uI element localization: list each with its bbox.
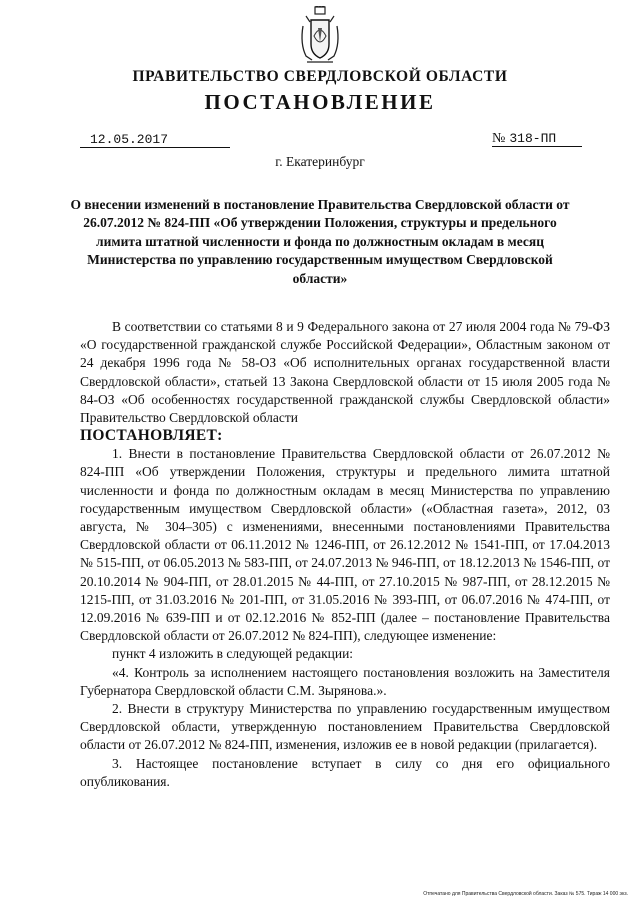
number-label: №	[492, 131, 506, 146]
resolve-heading: ПОСТАНОВЛЯЕТ:	[80, 427, 223, 445]
government-title: ПРАВИТЕЛЬСТВО СВЕРДЛОВСКОЙ ОБЛАСТИ	[132, 68, 508, 85]
coat-of-arms-icon	[298, 6, 342, 64]
document-date: 12.05.2017	[80, 133, 230, 148]
item-1-subparagraph: пункт 4 изложить в следующей редакции:	[112, 646, 354, 662]
item-1-quote: «4. Контроль за исполнением настоящего постановления возложить на Заместителя Губернатора Свердловской области С.М. Зырянова.».	[80, 664, 610, 698]
city: г. Екатеринбург	[275, 154, 365, 169]
document-body	[80, 318, 610, 791]
document-type-heading: ПОСТАНОВЛЕНИЕ	[204, 90, 436, 114]
print-footer: Отпечатано для Правительства Свердловской области. Заказ № 575. Тираж 14 000 экз.	[423, 891, 628, 897]
item-1-paragraph: 1. Внести в постановление Правительства Свердловской области от 26.07.2012 № 824-ПП «Об утверждении Положения, структуры и предельного лимита штатной численности и фонда по должностным окладам в месяц Министерства по управлению государственным имуществом Свердловской области» («Областная газета», 2012, 03 августа, № 304–305) с изменениями, внесенными постановлениями Правительства Свердловской области от 06.11.2012 № 1246-ПП, от 26.12.2012 № 1541-ПП, от 17.04.2013 № 515-ПП, от 06.05.2013 № 583-ПП, от 24.07.2013 № 946-ПП, от 18.12.2013 № 1546-ПП, от 20.10.2014 № 904-ПП, от 28.01.2015 № 44-ПП, от 27.10.2015 № 987-ПП, от 28.12.2015 № 1215-ПП, от 31.03.2016 № 201-ПП, от 31.05.2016 № 393-ПП, от 06.07.2016 № 474-ПП, от 12.09.2016 № 639-ПП и от 02.12.2016 № 852-ПП (далее – постановление Правительства Свердловской области от 26.07.2012 № 824-ПП), следующее изменение:	[80, 446, 610, 644]
item-3-paragraph: 3. Настоящее постановление вступает в силу со дня его официального опубликования.	[80, 755, 610, 789]
number-value: 318-ПП	[509, 131, 557, 146]
preamble-paragraph: В соответствии со статьями 8 и 9 Федерального закона от 27 июля 2004 года № 79-ФЗ «О государственной гражданской службе Российской Федерации», Областным законом от 24 декабря 1996 года № 58-ОЗ «Об исполнительных органах государственной власти Свердловской области», статьей 13 Закона Свердловской области от 15 июля 2005 года № 84-ОЗ «Об особенностях государственной гражданской службы Свердловской области» Правительство Свердловской области	[80, 319, 610, 426]
item-2-paragraph: 2. Внести в структуру Министерства по управлению государственным имуществом Свердловской области, утвержденную постановлением Правительства Свердловской области от 26.07.2012 № 824-ПП, изменения, изложив ее в новой редакции (прилагается).	[80, 701, 610, 753]
document-subject: О внесении изменений в постановление Правительства Свердловской области от 26.07.2012 № 824-ПП «Об утверждении Положения, структуры и предельного лимита штатной численности и фонда по должностным окладам в месяц Министерства по управлению государственным имуществом Свердловской области»	[70, 197, 570, 286]
document-number	[492, 132, 582, 147]
